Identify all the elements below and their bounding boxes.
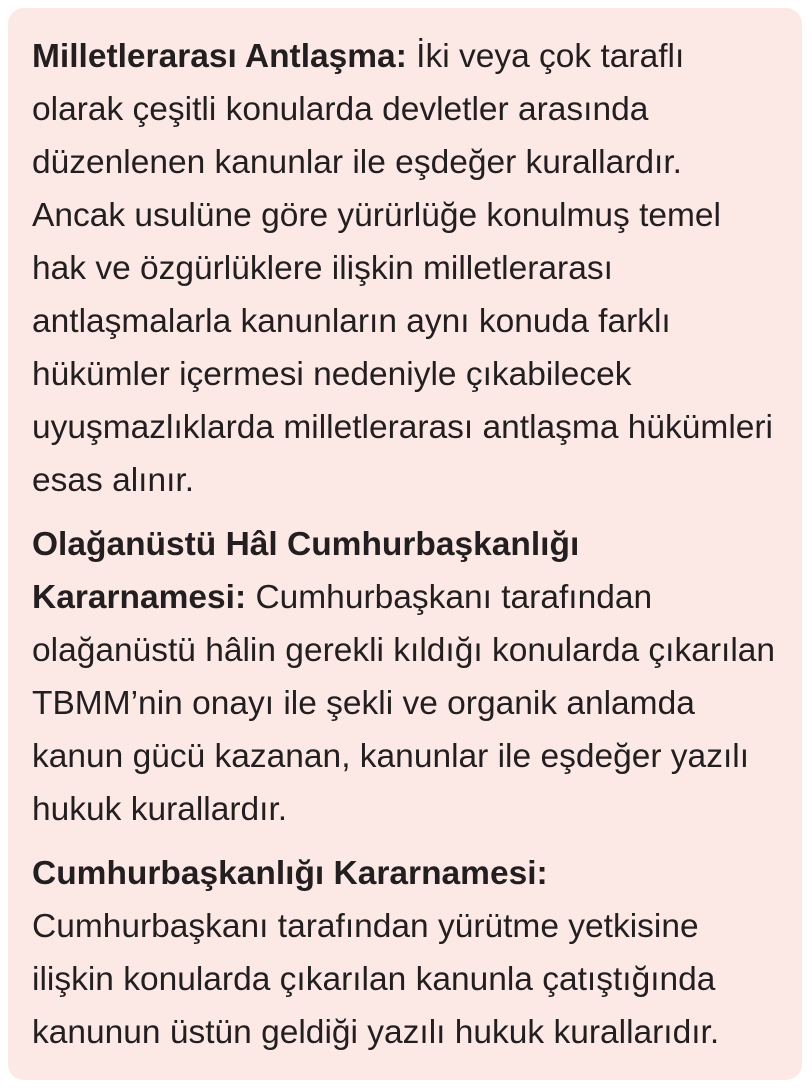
definition-card [8,8,802,1080]
definition-text-cumhurbaskanligi-kararnamesi: Cumhurbaşkanı tarafından yürütme yetkisine ilişkin konularda çıkarılan kanunla çatıştığında kanunun üstün geldiği yazılı hukuk kurallarıdır. [32,908,720,1051]
definition-entry-milletlerarasi-antlasma [32,30,782,507]
definition-entry-olaganustu-hal-kararnamesi [32,518,782,836]
definition-entry-cumhurbaskanligi-kararnamesi [32,847,782,1059]
term-milletlerarasi-antlasma: Milletlerarası Antlaşma: [32,38,407,75]
term-cumhurbaskanligi-kararnamesi: Cumhurbaşkanlığı Kararnamesi: [32,855,548,892]
definition-text-milletlerarasi-antlasma: İki veya çok taraflı olarak çeşitli konularda devletler arasında düzenlenen kanunlar ile eşdeğer kurallardır. Ancak usulüne göre yürürlüğe konulmuş temel hak ve özgürlüklere ilişkin milletlerarası antlaşmalarla kanunların aynı konuda farklı hükümler içermesi nedeniyle çıkabilecek uyuşmazlıklarda milletlerarası antlaşma hükümleri esas alınır. [32,38,773,499]
term-olaganustu-hal-kararnamesi: Olağanüstü Hâl Cumhurbaşkanlığı Kararnamesi: [32,526,580,616]
definition-text-olaganustu-hal-kararnamesi: Cumhurbaşkanı tarafından olağanüstü hâlin gerekli kıldığı konularda çıkarılan TBMM’nin onayı ile şekli ve organik anlamda kanun gücü kazanan, kanunlar ile eşdeğer yazılı hukuk kurallardır. [32,579,776,828]
